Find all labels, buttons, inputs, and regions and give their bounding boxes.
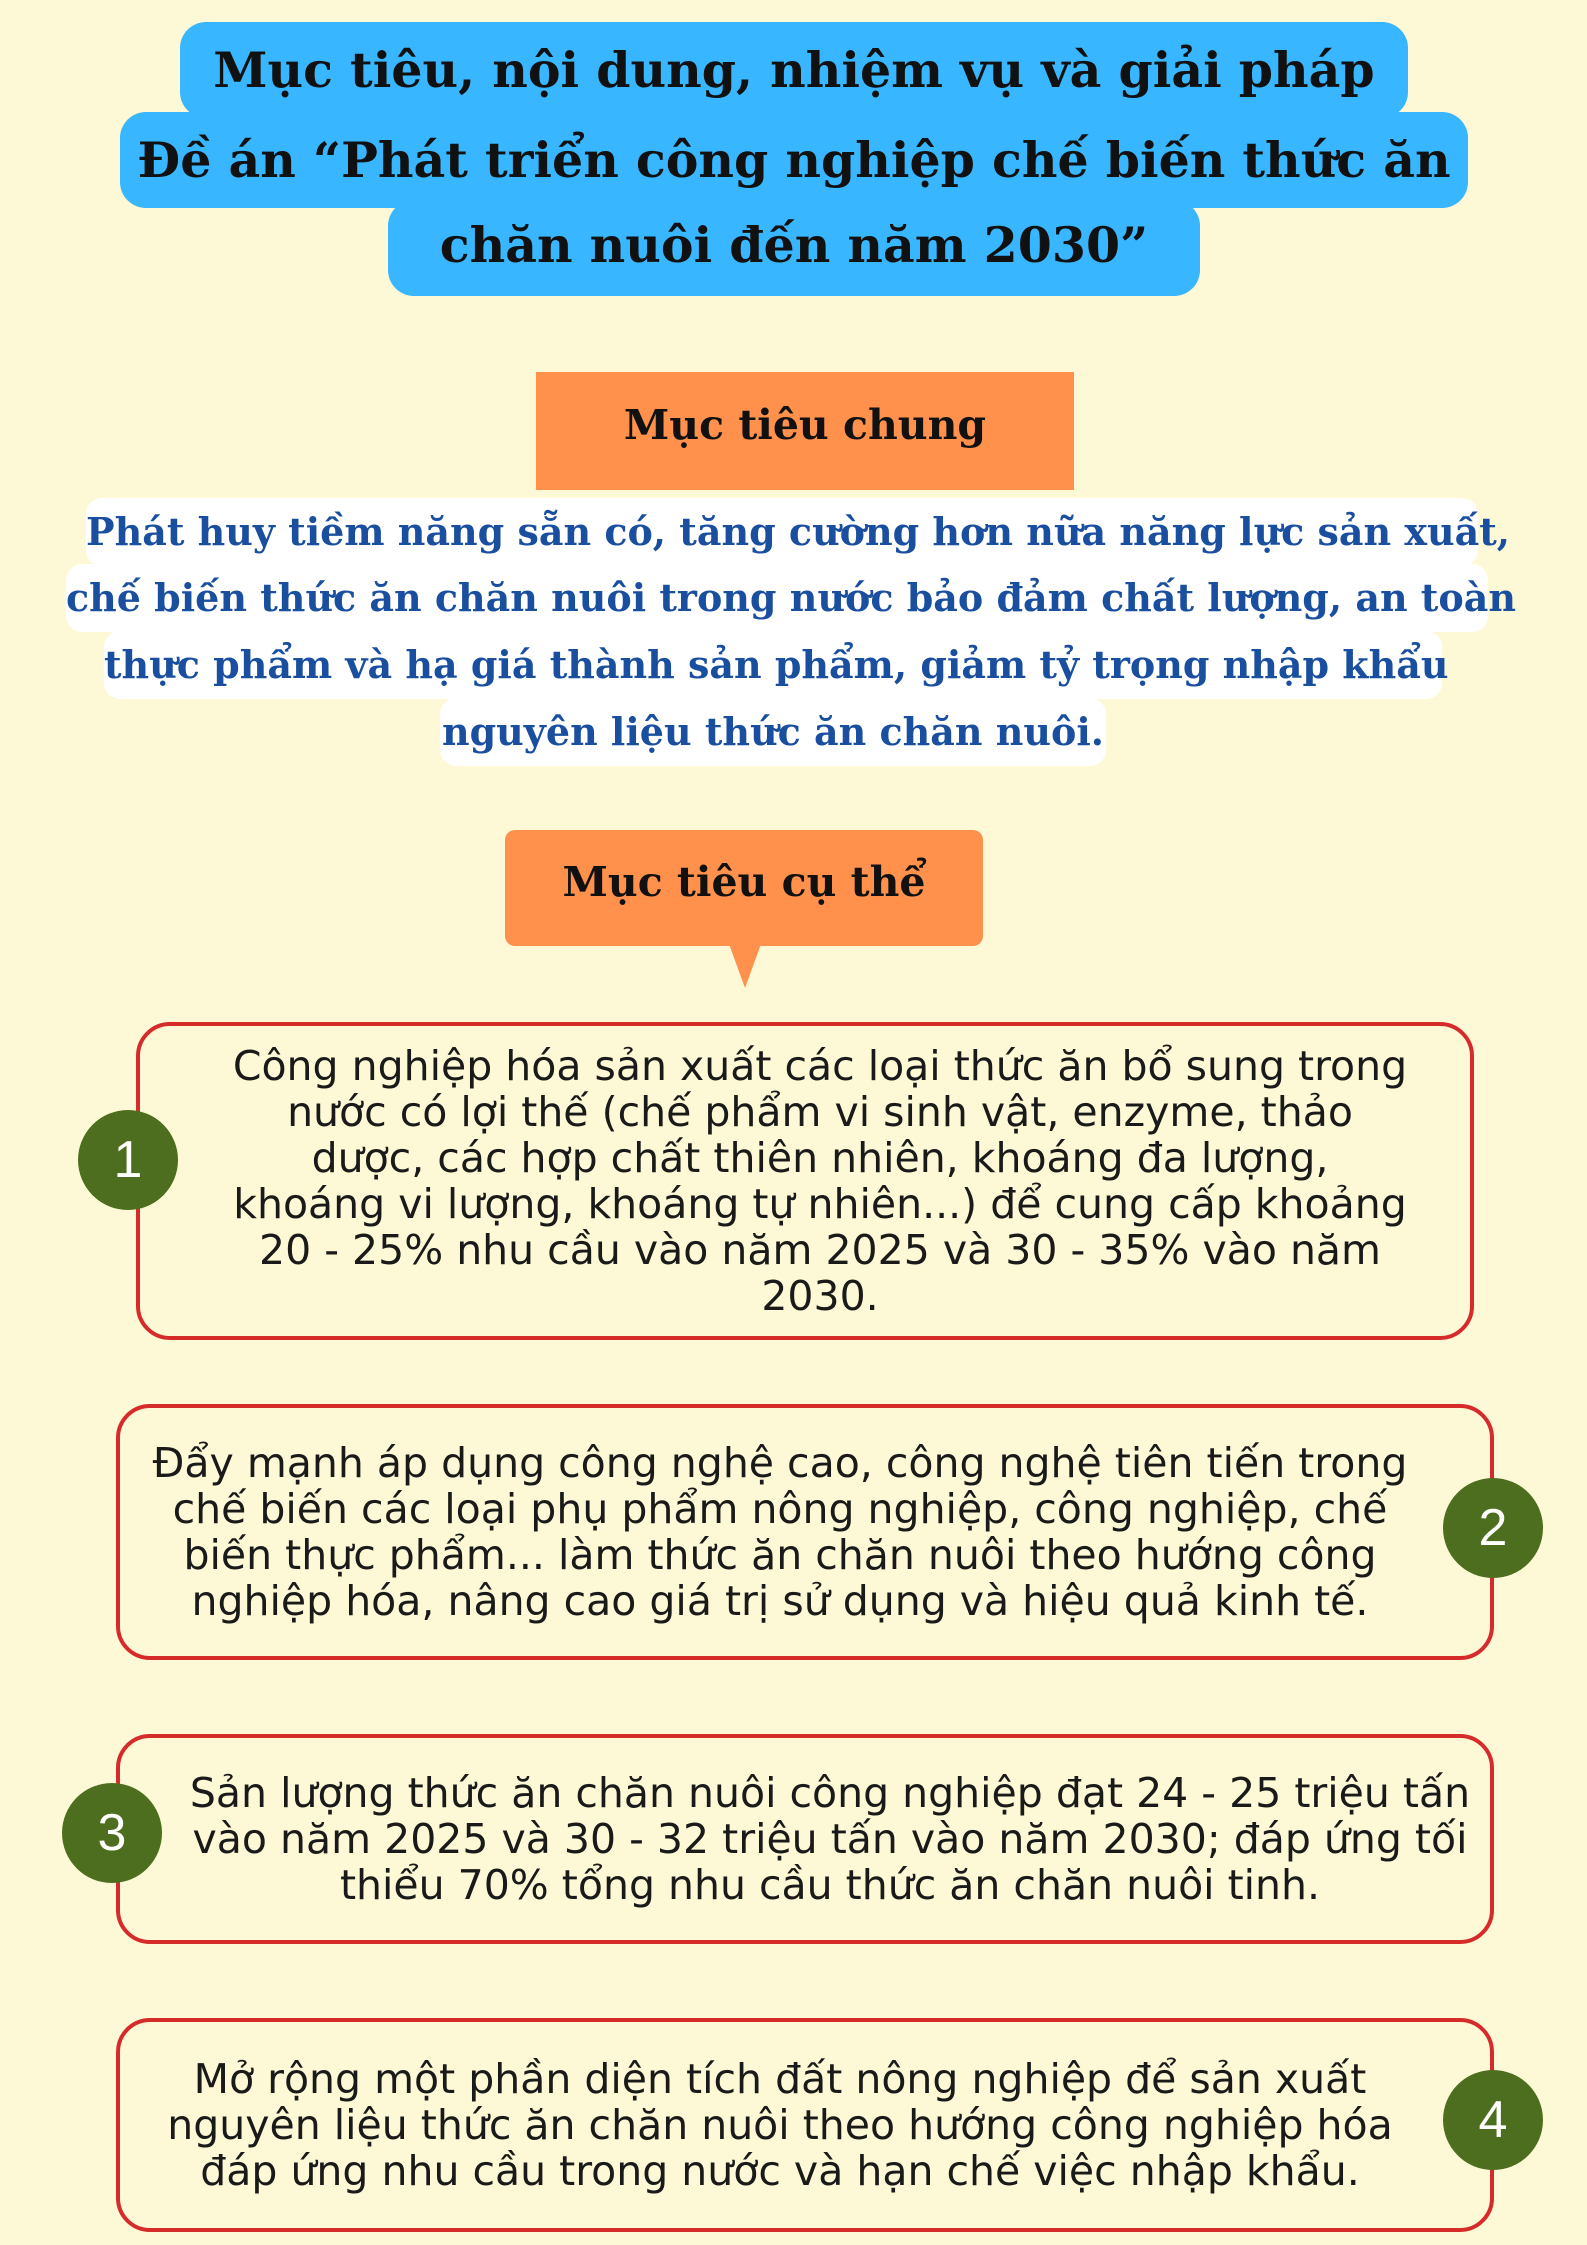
general-objective-line: thực phẩm và hạ giá thành sản phẩm, giảm tỷ trọng nhập khẩu <box>104 631 1442 699</box>
objective-box-1 <box>136 1022 1474 1340</box>
page-title-line-2: Đề án “Phát triển công nghiệp chế biến thức ăn <box>120 112 1468 208</box>
objective-text: Đẩy mạnh áp dụng công nghệ cao, công nghệ tiên tiến trong chế biến các loại phụ phẩm nông nghiệp, công nghiệp, chế biến thực phẩm... làm thức ăn chăn nuôi theo hướng công nghiệp hóa, nâng cao giá trị sử dụng và hiệu quả kinh tế. <box>152 1439 1408 1625</box>
page-title-line-3: chăn nuôi đến năm 2030” <box>388 200 1200 296</box>
general-objective-label: Mục tiêu chung <box>536 372 1074 490</box>
objective-text: Công nghiệp hóa sản xuất các loại thức ăn bổ sung trong nước có lợi thế (chế phẩm vi sinh vật, enzyme, thảo dược, các hợp chất thiên nhiên, khoáng đa lượng, khoáng vi lượng, khoáng tự nhiên...) để cung cấp khoảng 20 - 25% nhu cầu vào năm 2025 và 30 - 35% vào năm 2030. <box>232 1042 1408 1320</box>
objective-text: Mở rộng một phần diện tích đất nông nghiệp để sản xuất nguyên liệu thức ăn chăn nuôi theo hướng công nghiệp hóa đáp ứng nhu cầu trong nước và hạn chế việc nhập khẩu. <box>167 2055 1393 2195</box>
page-title-line-1: Mục tiêu, nội dung, nhiệm vụ và giải pháp <box>180 22 1408 118</box>
objective-box-3 <box>116 1734 1494 1944</box>
objective-text: Sản lượng thức ăn chăn nuôi công nghiệp đạt 24 - 25 triệu tấn vào năm 2025 và 30 - 32 triệu tấn vào năm 2030; đáp ứng tối thiểu 70% tổng nhu cầu thức ăn chăn nuôi tinh. <box>189 1769 1471 1909</box>
general-objective-line: nguyên liệu thức ăn chăn nuôi. <box>440 698 1106 766</box>
specific-objective-label: Mục tiêu cụ thể <box>505 830 983 946</box>
number-badge-4: 4 <box>1443 2070 1543 2170</box>
objective-box-2 <box>116 1404 1494 1660</box>
number-badge-1: 1 <box>78 1110 178 1210</box>
general-objective-line: Phát huy tiềm năng sẵn có, tăng cường hơn nữa năng lực sản xuất, <box>86 498 1478 566</box>
number-badge-3: 3 <box>62 1783 162 1883</box>
general-objective-line: chế biến thức ăn chăn nuôi trong nước bảo đảm chất lượng, an toàn <box>66 564 1488 632</box>
number-badge-2: 2 <box>1443 1478 1543 1578</box>
objective-box-4 <box>116 2018 1494 2232</box>
